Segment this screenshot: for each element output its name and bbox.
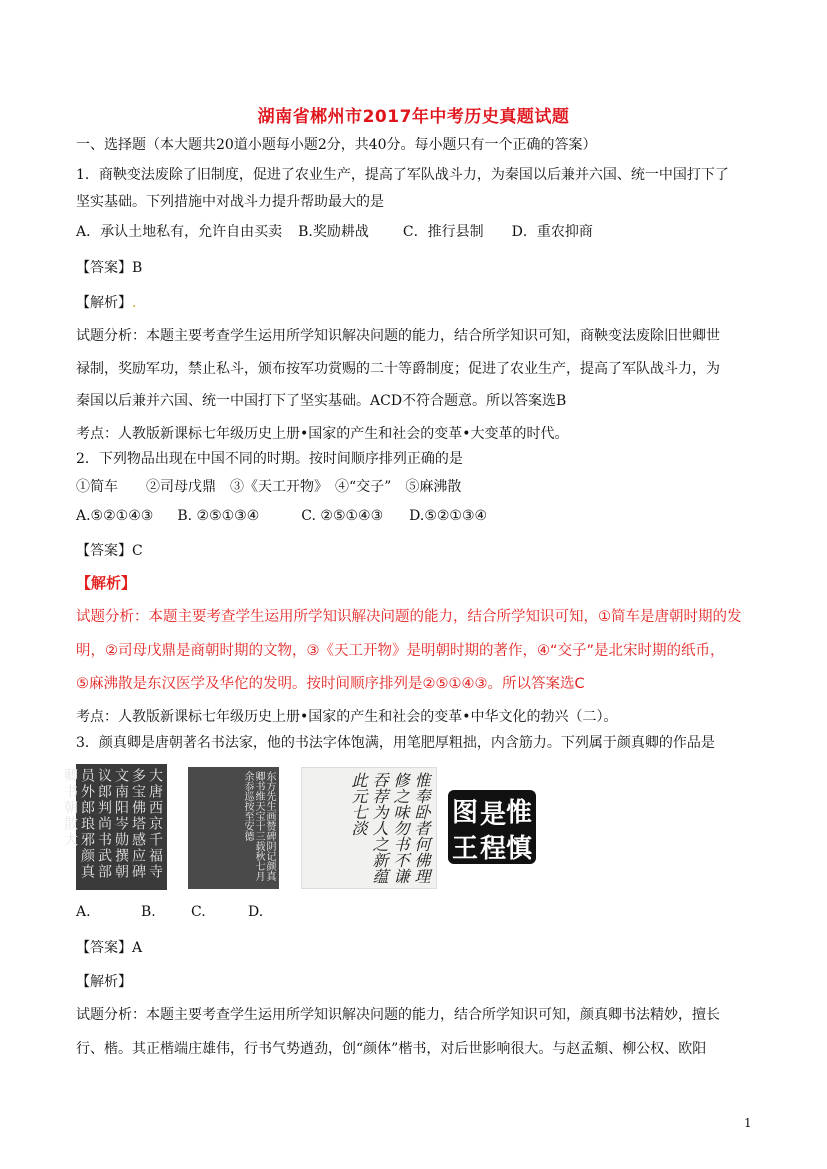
q1-options [76,222,593,242]
q3-label-a: A. [76,904,91,920]
q1-analysis-head: 【解析】 [76,295,132,311]
seal-char-1: 惟 [506,798,533,828]
q3-label-b: B. [141,904,156,920]
seal-char-2: 是 [480,800,507,830]
q3-analysis-line2: 行、楷。其正楷端庄雄伟，行书气势遒劲，创“颜体”楷书，对后世影响很大。与赵孟頫、柳公权、欧阳 [76,1041,707,1057]
q1-analysis-dot: . [132,295,137,311]
q1-option-a: A．承认土地私有，允许自由买卖 [76,224,283,240]
q3-label-c: C. [191,904,206,920]
seal-char-3: 慎 [506,834,533,864]
section-heading: 一、选择题（本大题共20道小题每小题2分，共40分。每小题只有一个正确的答案） [76,137,597,153]
calligraphy-c-text: 惟奉卧者何佛理修之味勿书不谦吞荐为人之新蕴此元七淡 [349,772,431,884]
q1-option-b: B.奖励耕战 [298,224,369,240]
seal-char-5: 王 [452,834,479,864]
calligraphy-image-a [62,764,167,890]
page-number: 1 [744,1116,752,1130]
q2-analysis-line1: 试题分析：本题主要考查学生运用所学知识解决问题的能力，结合所学知识可知，①简车是唐朝时期的发 [76,609,742,625]
q1-option-d: D．重农抑商 [511,224,593,240]
q2-option-c: C. ②⑤①④③ [301,508,384,524]
q2-option-d: D.⑤②①③④ [409,508,488,524]
q2-analysis-heading: 【解析】 [76,574,137,592]
q2-stem: 2．下列物品出现在中国不同的时期。按时间顺序排列正确的是 [76,451,463,467]
calligraphy-a-text: 大唐西京千福寺多宝佛塔感应碑文南阳岑勋撰朝议郎判尚书武部员外郎琅邪颜真卿书朝散大 [62,768,163,880]
q1-stem-line1: 1．商鞅变法废除了旧制度，促进了农业生产，提高了军队战斗力，为秦国以后兼并六国、统一中国打下了 [76,167,729,183]
seal-image-d [448,790,536,864]
q1-analysis-line1: 试题分析：本题主要考查学生运用所学知识解决问题的能力，结合所学知识可知，商鞅变法废除旧世卿世 [76,328,720,344]
q3-answer: 【答案】A [76,940,143,956]
calligraphy-image-b [188,767,279,889]
q2-analysis-line3: ⑤麻沸散是东汉医学及华佗的发明。按时间顺序排列是②⑤①④③。所以答案选C [76,676,585,692]
q3-stem: 3．颜真卿是唐朝著名书法家，他的书法字体饱满，用笔肥厚粗拙，内含筋力。下列属于颜真卿的作品是 [76,735,715,751]
seal-char-6: 程 [480,834,507,864]
q1-knowledge-point: 考点：人教版新课标七年级历史上册•国家的产生和社会的变革•大变革的时代。 [76,426,569,442]
q2-knowledge-point: 考点：人教版新课标七年级历史上册•国家的产生和社会的变革•中华文化的勃兴（二）。 [76,709,618,725]
q1-analysis-line2: 禄制，奖励军功，禁止私斗，颁布按军功赏赐的二十等爵制度；促进了农业生产，提高了军队战斗力，为 [76,361,720,377]
q3-analysis-line1: 试题分析：本题主要考查学生运用所学知识解决问题的能力，结合所学知识可知，颜真卿书法精妙，擅长 [76,1007,720,1023]
q2-option-a: A.⑤②①④③ [76,508,154,524]
seal-char-4: 图 [452,798,479,828]
calligraphy-b-text: 东方先生画赞碑阴记颜真卿书维天宝十三载秋七月余忝巡按至安德 [242,771,275,881]
q1-analysis-heading [76,293,136,313]
q2-answer: 【答案】C [76,543,143,559]
q2-items: ①简车 ②司母戊鼎 ③《天工开物》 ④“交子” ⑤麻沸散 [76,479,462,495]
q1-analysis-line3: 秦国以后兼并六国、统一中国打下了坚实基础。ACD不符合题意。所以答案选B [76,393,567,409]
calligraphy-image-c [301,767,437,889]
q1-stem-line2: 坚实基础。下列措施中对战斗力提升帮助最大的是 [76,194,384,210]
q3-label-d: D. [248,904,264,920]
q2-option-b: B. ②⑤①③④ [177,508,260,524]
q1-option-c: C．推行县制 [402,224,484,240]
page-title: 湖南省郴州市2017年中考历史真题试题 [257,107,570,127]
q2-options [76,506,487,526]
q3-analysis-heading: 【解析】 [76,974,132,990]
seal-stamp [448,790,536,864]
q2-analysis-line2: 明，②司母戊鼎是商朝时期的文物，③《天工开物》是明朝时期的著作，④“交子”是北宋时期的纸币， [76,643,725,659]
q1-answer: 【答案】B [76,260,143,276]
